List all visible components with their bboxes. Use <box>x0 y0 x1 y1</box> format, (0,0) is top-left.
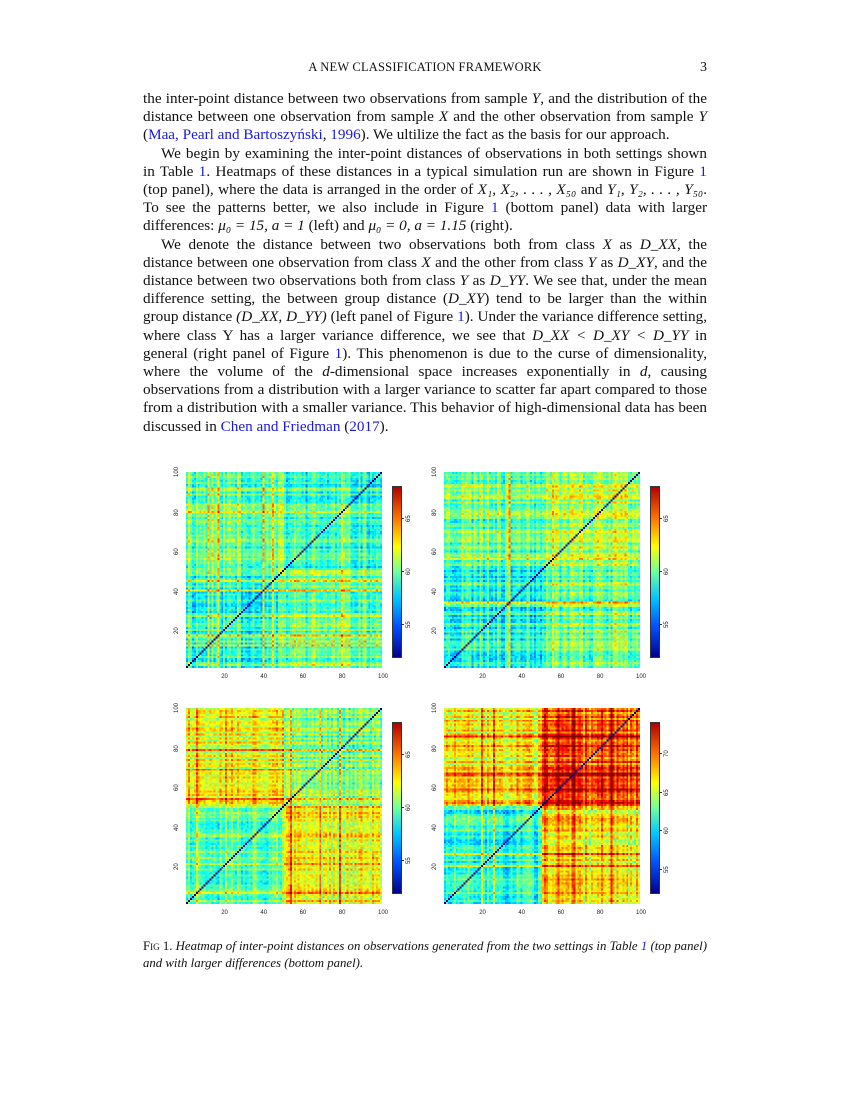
x-tick-label: 60 <box>557 674 565 680</box>
heatmap-canvas <box>186 472 382 668</box>
table-ref-link[interactable]: 1 <box>640 939 648 953</box>
heatmap-panel-bottom-left <box>160 698 418 928</box>
x-tick-label: 100 <box>378 674 389 680</box>
math: (D_XX, D_YY) <box>236 308 327 326</box>
text-run: and the other observation from sample <box>448 108 699 126</box>
figure-ref-link[interactable]: 1 <box>490 199 499 217</box>
y-tick-label: 40 <box>432 823 438 831</box>
colorbar-tick <box>401 807 404 808</box>
x-tick-label: 20 <box>221 674 228 680</box>
x-tick-label: 60 <box>299 674 307 680</box>
body-text <box>143 90 707 436</box>
math: μ₀ = 0, a = 1.15 <box>368 217 467 235</box>
y-tick-label: 40 <box>432 587 438 595</box>
text-run: ). <box>379 417 389 435</box>
paragraph-3 <box>143 236 707 436</box>
colorbar-tick <box>401 571 404 572</box>
text-run: (bottom panel) data with larger differences: <box>143 199 707 235</box>
math: d <box>639 363 648 381</box>
text-run: and <box>576 181 608 199</box>
colorbar-tick <box>401 754 404 755</box>
colorbar <box>392 722 402 894</box>
colorbar-tick-label: 55 <box>406 857 412 865</box>
heatmap-panel-top-left <box>160 462 418 692</box>
heatmap-panel-bottom-right <box>418 698 676 928</box>
caption-text: (top panel) and with larger differences (bottom panel). <box>143 939 707 970</box>
citation-link[interactable]: Chen and Friedman <box>220 417 341 435</box>
colorbar-tick <box>659 830 662 831</box>
x-tick-label: 60 <box>557 910 565 916</box>
y-tick-label: 60 <box>432 784 438 792</box>
text-run: the inter-point distance between two observations from sample <box>143 90 532 107</box>
text-run: , and the distribution of the distance between one observation from sample <box>143 90 707 126</box>
colorbar-tick <box>659 624 662 625</box>
y-tick-label: 80 <box>432 745 438 753</box>
colorbar-tick <box>659 869 662 870</box>
heatmap-canvas <box>444 472 640 668</box>
citation-link[interactable]: Maa, Pearl and Bartoszyński <box>148 126 323 144</box>
heatmap-canvas <box>444 708 640 904</box>
math: X₁, X₂, . . . , X₅₀ <box>477 181 577 199</box>
math: Y <box>698 108 708 126</box>
y-tick-label: 20 <box>432 627 438 634</box>
heatmap-panel-top-right <box>418 462 676 692</box>
text-run: ) tend to be larger than the within group distance <box>143 290 707 326</box>
colorbar-tick <box>401 518 404 519</box>
text-run: (left panel of Figure <box>326 308 458 326</box>
x-tick-label: 80 <box>338 674 346 680</box>
colorbar-tick-label: 60 <box>664 827 670 835</box>
caption-text: Heatmap of inter-point distances on observations generated from the two settings in Table <box>175 939 641 953</box>
colorbar-tick-label: 60 <box>664 568 670 575</box>
x-tick-label: 40 <box>518 910 526 916</box>
x-tick-label: 100 <box>378 910 389 916</box>
y-tick-label: 100 <box>432 702 438 713</box>
text-run: -dimensional space increases exponentially in <box>329 363 640 381</box>
text-run: in general (right panel of Figure <box>143 326 707 362</box>
text-run: , the distance between one observation from class <box>143 235 707 271</box>
text-run: as <box>596 253 618 271</box>
x-tick-label: 20 <box>479 674 486 680</box>
x-tick-label: 20 <box>479 910 486 916</box>
colorbar-tick-label: 60 <box>406 568 412 575</box>
y-tick-label: 100 <box>432 466 438 477</box>
y-tick-label: 40 <box>174 587 180 595</box>
math: D_XX <box>639 235 677 253</box>
figure-caption <box>143 938 707 972</box>
colorbar-tick-label: 60 <box>406 804 412 811</box>
colorbar-tick <box>401 860 404 861</box>
heatmap-canvas <box>186 708 382 904</box>
colorbar-tick <box>659 518 662 519</box>
x-tick-label: 60 <box>299 910 307 916</box>
x-tick-label: 80 <box>338 910 346 916</box>
x-tick-label: 40 <box>260 910 268 916</box>
text-run: . We see that, under the mean difference setting, the between group distance ( <box>143 272 707 308</box>
math: D_YY <box>489 272 526 290</box>
text-run: We denote the distance between two observations both from class <box>161 235 603 253</box>
math: Y <box>459 272 469 290</box>
math: Y₁, Y₂, . . . , Y₅₀ <box>607 181 704 199</box>
math: X <box>602 235 612 253</box>
math: μ₀ = 15, a = 1 <box>218 217 305 235</box>
colorbar-tick <box>659 571 662 572</box>
x-tick-label: 100 <box>636 674 647 680</box>
page-header <box>0 60 850 80</box>
text-run: . Heatmaps of these distances in a typical simulation run are shown in Figure <box>206 162 700 180</box>
figure-label: Fig 1. <box>143 939 173 953</box>
figure-ref-link[interactable]: 1 <box>334 344 343 362</box>
y-tick-label: 80 <box>432 509 438 517</box>
math: D_XY <box>617 253 654 271</box>
y-tick-label: 20 <box>174 627 180 634</box>
colorbar-tick-label: 65 <box>406 751 412 758</box>
page-number: 3 <box>700 60 707 75</box>
figure-heatmaps <box>160 462 680 932</box>
citation-year-link[interactable]: 2017 <box>349 417 380 435</box>
math: d <box>322 363 330 381</box>
colorbar-tick <box>659 753 662 754</box>
math: X <box>438 108 449 126</box>
colorbar-tick-label: 65 <box>664 515 670 522</box>
text-run: , and the distance between two observations both from class <box>143 253 708 290</box>
colorbar <box>650 486 660 658</box>
y-tick-label: 100 <box>174 466 180 477</box>
figure-ref-link[interactable]: 1 <box>699 162 707 180</box>
y-tick-label: 80 <box>174 509 180 517</box>
colorbar-tick-label: 55 <box>406 621 412 629</box>
math: Y <box>587 253 597 271</box>
x-tick-label: 40 <box>260 674 268 680</box>
x-tick-label: 40 <box>518 674 526 680</box>
math: Y <box>531 90 541 107</box>
text-run: ). This phenomenon is due to the curse of dimensionality, where the volume of the <box>143 344 707 381</box>
y-tick-label: 80 <box>174 745 180 753</box>
math: X <box>421 253 431 271</box>
colorbar-tick-label: 70 <box>664 750 670 757</box>
text-run: . To see the patterns better, we also include in Figure <box>143 181 707 217</box>
y-tick-label: 60 <box>174 784 180 792</box>
colorbar-tick-label: 65 <box>406 515 412 522</box>
text-run: (left) and <box>304 217 369 235</box>
colorbar-tick-label: 65 <box>664 788 670 796</box>
x-tick-label: 100 <box>636 910 647 916</box>
text-run: ). We ultilize the fact as the basis for our approach. <box>360 126 670 144</box>
y-tick-label: 60 <box>174 548 180 556</box>
colorbar-tick-label: 55 <box>664 621 670 629</box>
text-run: ( <box>340 417 350 435</box>
figure-ref-link[interactable]: 1 <box>457 308 465 326</box>
paragraph-2 <box>143 145 707 236</box>
text-run: (top panel), where the data is arranged in the order of <box>143 181 478 199</box>
citation-year-link[interactable]: 1996 <box>330 126 361 144</box>
x-tick-label: 20 <box>221 910 228 916</box>
y-tick-label: 20 <box>432 863 438 870</box>
text-run: as <box>468 272 490 290</box>
colorbar-tick-label: 55 <box>664 866 670 873</box>
colorbar-tick <box>659 792 662 793</box>
text-run: We begin by examining the inter-point distances of observations in both settings shown in Table <box>143 144 707 180</box>
x-tick-label: 80 <box>596 910 604 916</box>
text-run: ). Under the variance difference setting, where class Y has a larger variance difference, we see that <box>143 308 707 344</box>
table-ref-link[interactable]: 1 <box>198 162 207 180</box>
y-tick-label: 60 <box>432 548 438 556</box>
text-run: (right). <box>466 217 513 235</box>
text-run: , causing observations from a distribution with a larger variance to scatter far apart compared to those from a distribution with a smaller variance. This behavior of high-dimensional data has been discussed in <box>143 363 707 435</box>
y-tick-label: 20 <box>174 863 180 870</box>
y-tick-label: 40 <box>174 823 180 831</box>
text-run: and the other from class <box>430 253 588 271</box>
math: D_XX < D_XY < D_YY <box>532 326 689 344</box>
text-run: , <box>322 126 331 144</box>
colorbar <box>392 486 402 658</box>
colorbar-tick <box>401 624 404 625</box>
y-tick-label: 100 <box>174 702 180 713</box>
text-run: as <box>611 235 640 253</box>
paragraph-1 <box>143 90 707 145</box>
math: D_XY <box>448 290 485 308</box>
running-title: A NEW CLASSIFICATION FRAMEWORK <box>308 60 542 74</box>
x-tick-label: 80 <box>596 674 604 680</box>
text-run: ( <box>143 126 149 144</box>
